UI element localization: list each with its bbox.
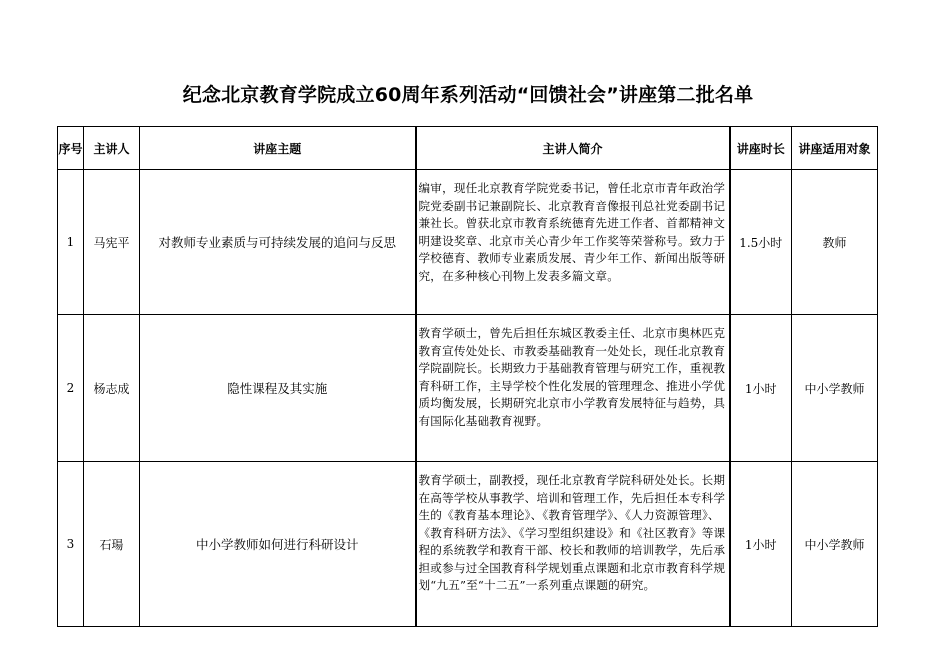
row-duration: 1小时 bbox=[730, 315, 792, 462]
row-duration: 1.5小时 bbox=[730, 170, 792, 315]
lecture-table bbox=[57, 126, 878, 627]
row-speaker: 杨志成 bbox=[84, 315, 140, 462]
row-bio: 编审，现任北京教育学院党委书记，曾任北京市青年政治学院党委副书记兼副院长、北京教育音像报刊总社党委副书记兼社长。曾获北京市教育系统德育先进工作者、首都精神文明建设奖章、北京市关心青少年工作奖等荣誉称号。致力于学校德育、教师专业素质发展、青少年工作、新闻出版等研究，在多种核心刊物上发表多篇文章。 bbox=[416, 170, 730, 315]
table-header-row bbox=[58, 127, 878, 170]
table-row bbox=[58, 170, 878, 315]
header-duration: 讲座时长 bbox=[730, 127, 792, 170]
row-topic: 对教师专业素质与可持续发展的追问与反思 bbox=[140, 170, 416, 315]
header-audience: 讲座适用对象 bbox=[792, 127, 878, 170]
row-topic: 中小学教师如何进行科研设计 bbox=[140, 462, 416, 627]
row-bio: 教育学硕士，曾先后担任东城区教委主任、北京市奥林匹克教育宣传处处长、市教委基础教育一处处长，现任北京教育学院副院长。长期致力于基础教育管理与研究工作，重视教育科研工作，主导学校个性化发展的管理理念、推进小学优质均衡发展，长期研究北京市小学教育发展特征与趋势，具有国际化基础教育视野。 bbox=[416, 315, 730, 462]
table-row bbox=[58, 462, 878, 627]
row-index: 2 bbox=[58, 315, 84, 462]
header-speaker: 主讲人 bbox=[84, 127, 140, 170]
row-index: 3 bbox=[58, 462, 84, 627]
row-bio: 教育学硕士，副教授，现任北京教育学院科研处处长。长期在高等学校从事教学、培训和管理工作，先后担任本专科学生的《教育基本理论》、《教育管理学》、《人力资源管理》、《教育科研方法》、《学习型组织建设》和《社区教育》等课程的系统教学和教育干部、校长和教师的培训教学，先后承担或参与过全国教育科学规划重点课题和北京市教育科学规划“九五”至“十二五”一系列重点课题的研究。 bbox=[416, 462, 730, 627]
table-row bbox=[58, 315, 878, 462]
row-topic: 隐性课程及其实施 bbox=[140, 315, 416, 462]
row-index: 1 bbox=[58, 170, 84, 315]
page-title: 纪念北京教育学院成立60周年系列活动“回馈社会”讲座第二批名单 bbox=[182, 84, 754, 106]
row-duration: 1小时 bbox=[730, 462, 792, 627]
header-bio: 主讲人简介 bbox=[416, 127, 730, 170]
row-speaker: 石瑒 bbox=[84, 462, 140, 627]
row-speaker: 马宪平 bbox=[84, 170, 140, 315]
row-audience: 中小学教师 bbox=[792, 462, 878, 627]
header-topic: 讲座主题 bbox=[140, 127, 416, 170]
row-audience: 中小学教师 bbox=[792, 315, 878, 462]
row-audience: 教师 bbox=[792, 170, 878, 315]
header-index: 序号 bbox=[58, 127, 84, 170]
